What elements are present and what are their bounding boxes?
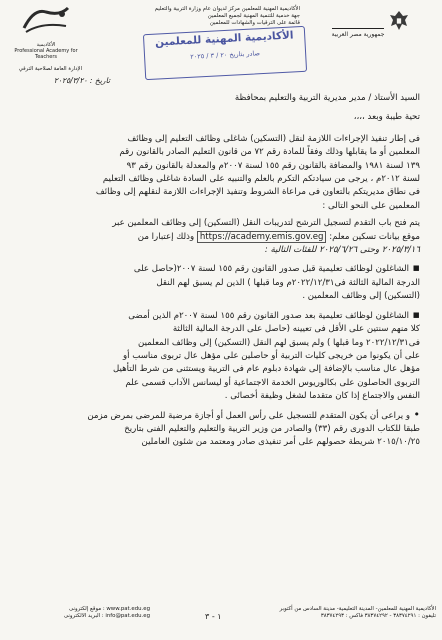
egypt-eagle-emblem	[386, 8, 412, 34]
text-line: (التسكين) إلى وظائف المعلمين .	[302, 291, 420, 302]
header-ministry	[308, 8, 436, 39]
bullet-text: الشاغلون لوظائف تعليمية بعد صدور القانون رقم ١٥٥ لسنة ٢٠٠٧م الذين أمضى	[128, 310, 410, 321]
greeting: تحية طيبة وبعد ،،،،	[353, 112, 420, 123]
text-line	[20, 408, 420, 423]
text-line: التربوى الحاصلون على بكالوريوس الخدمة الاجتماعية أو ليسانس الآداب قسمى علم	[125, 377, 420, 388]
site-label: موقع بيانات تسكين معلم:	[329, 231, 420, 242]
text-line: ٢٠٢٥/٣/١٦ وحتى ٢٠٢٥/٦/٢٦ للفئات التالية :	[264, 245, 420, 256]
text-line	[20, 308, 420, 323]
country-name: جمهورية مصر العربية	[332, 28, 385, 39]
logo-english: Professional Academy for Teachers	[14, 48, 78, 60]
text-line: ٢٠١٥/١٠/٢٥ شريطة حصولهم على أمر تنفيذى صادر ومعتمد من شئون العاملين	[141, 437, 420, 448]
date-start-label: وذلك إعتبارا من	[137, 231, 195, 242]
header-line: الأكاديمية المهنية للمعلمين مركز لديوان عام وزارة التربية والتعليم	[154, 6, 300, 12]
text-line: النفس والاجتماع إذا كان متقدما لشغل وظيفة أخصائى .	[224, 391, 420, 402]
letter-body	[20, 92, 420, 450]
text-line: ١٣٩ لسنة ١٩٨١ والمضافة بالقانون رقم ١٥٥ لسنة ٢٠٠٧م والمعدلة بالقانون رقم ٩٣	[126, 160, 420, 171]
paragraph-1	[20, 133, 420, 213]
stamp-title: الأكاديمية المهنية للمعلمين	[154, 29, 294, 49]
header-academy-info	[150, 6, 300, 27]
text-line: الدرجة المالية الثالثة فى٢٠٢٢/١٢/٣١م وما قبلها ) الذين لم يسبق لهم النقل	[156, 277, 420, 288]
text-line: المعلمين أو ما يقابلها وذلك وفقاً للمادة رقم ٧٢ من قانون التعليم الصادر بالقانون رقم	[119, 147, 420, 158]
footer-contact-web	[10, 606, 150, 620]
bullet-dot-icon: ▪	[409, 261, 420, 275]
text-line: المعلمين على النحو التالى :	[322, 200, 420, 211]
header-line: جهة خدمية للتنمية المهنية لجميع المعلمين	[207, 13, 300, 19]
text-line: لسنة ٢٠١٢م ، يرجى من سيادتكم التكرم بالعلم والتنبيه على السادة شاغلى وظائف التعليم	[102, 174, 420, 185]
stamp-date: صادر بتاريخ ٢٠ / ٣ / ٢٠٢٥	[190, 49, 261, 61]
bullet-text: الشاغلون لوظائف تعليمية قبل صدور القانون رقم ١٥٥ لسنة ٢٠٠٧(حاصل على	[133, 264, 410, 275]
text-line: كلا منهم سنتين على الأقل فى تعيينه (حاصل على الدرجة المالية الثالثة	[172, 324, 420, 335]
bullet-item-2	[20, 308, 420, 404]
footer-email[interactable]: البريد الالكترونى : info@pat.edu.eg	[63, 613, 150, 619]
text-line: يتم فتح باب التقدم لتسجيل الترشح لتدريبات النقل (التسكين) إلى وظائف المعلمين عبر	[112, 218, 420, 229]
header-line: قائمة على الترقيات والشهادات للمعلمين	[209, 20, 300, 26]
text-line: طبقا للكتاب الدورى رقم (٣٣) والصادر من وزير التربية والتعليم والتعليم الفنى بتاريخ	[124, 423, 420, 434]
academy-url-link[interactable]: https://academy.emis.gov.eg	[197, 231, 327, 243]
text-line: مؤهل عال مناسب بالإضافة إلى شهادة دبلوم عام فى التربية ويستثنى من شرط التأهيل	[113, 364, 420, 375]
salutation: السيد الأستاذ / مدير مديرية التربية والتعليم بمحافظة	[234, 93, 420, 103]
academy-stamp	[143, 26, 307, 80]
admin-label: الإدارة العامة لصلاحية الترقي	[18, 66, 82, 72]
logo-arabic: الأكاديمية	[36, 42, 56, 48]
text-line: على أن يكونوا من خريجى كليات التربية أو حاصلين على مؤهل عال تربوى مناسب أو	[123, 350, 420, 361]
bullet-text: و يراعى أن يكون المتقدم للتسجيل على رأس العمل أو أجازة مرضية للمرضى بمرض مزمن	[87, 410, 410, 421]
paragraph-2	[20, 217, 420, 257]
text-line: فى٢٠٢٢/١٢/٣١ وما قبلها ) ولم يسبق لهم النقل (التسكين) إلى وظائف المعلمين	[138, 337, 420, 348]
text-line	[20, 261, 420, 276]
footer-address	[246, 606, 436, 620]
bullet-dot-icon: ▪	[409, 307, 420, 321]
bullet-item-1	[20, 261, 420, 303]
academy-logo	[4, 4, 88, 60]
footer-phone-line: تليفون : ٣٨٣٧٤٢٩١ - ٣٨٣٧٤٢٩٢ فاكس : ٣٨٣٧٤٢٩٣	[320, 613, 436, 619]
text-line: فى نطاق مديريتكم بالتعاون فى مراعاة الشروط وتنفيذ الإجراءات اللازمة لنقلهم إلى وظائف	[95, 187, 420, 198]
footer-website[interactable]: موقع إلكترونى : www.pat.edu.eg	[68, 606, 150, 612]
page-number: ١ - ٣	[205, 612, 222, 621]
text-line: فى إطار تنفيذ الإجراءات اللازمة لنقل (التسكين) شاغلى وظائف التعليم إلى وظائف	[127, 133, 420, 144]
text-line	[20, 231, 420, 244]
bullet-dot-icon: •	[410, 407, 420, 421]
academy-logo-icon	[16, 4, 76, 38]
document-date: تاريخ : ٢٠٢٥/٣/٢٠	[53, 76, 110, 85]
footer-address-line: الأكاديمية المهنية للمعلمين- المدينة التعليمية- مدينة السادس من أكتوبر	[279, 606, 436, 612]
paragraph-3	[20, 408, 420, 450]
